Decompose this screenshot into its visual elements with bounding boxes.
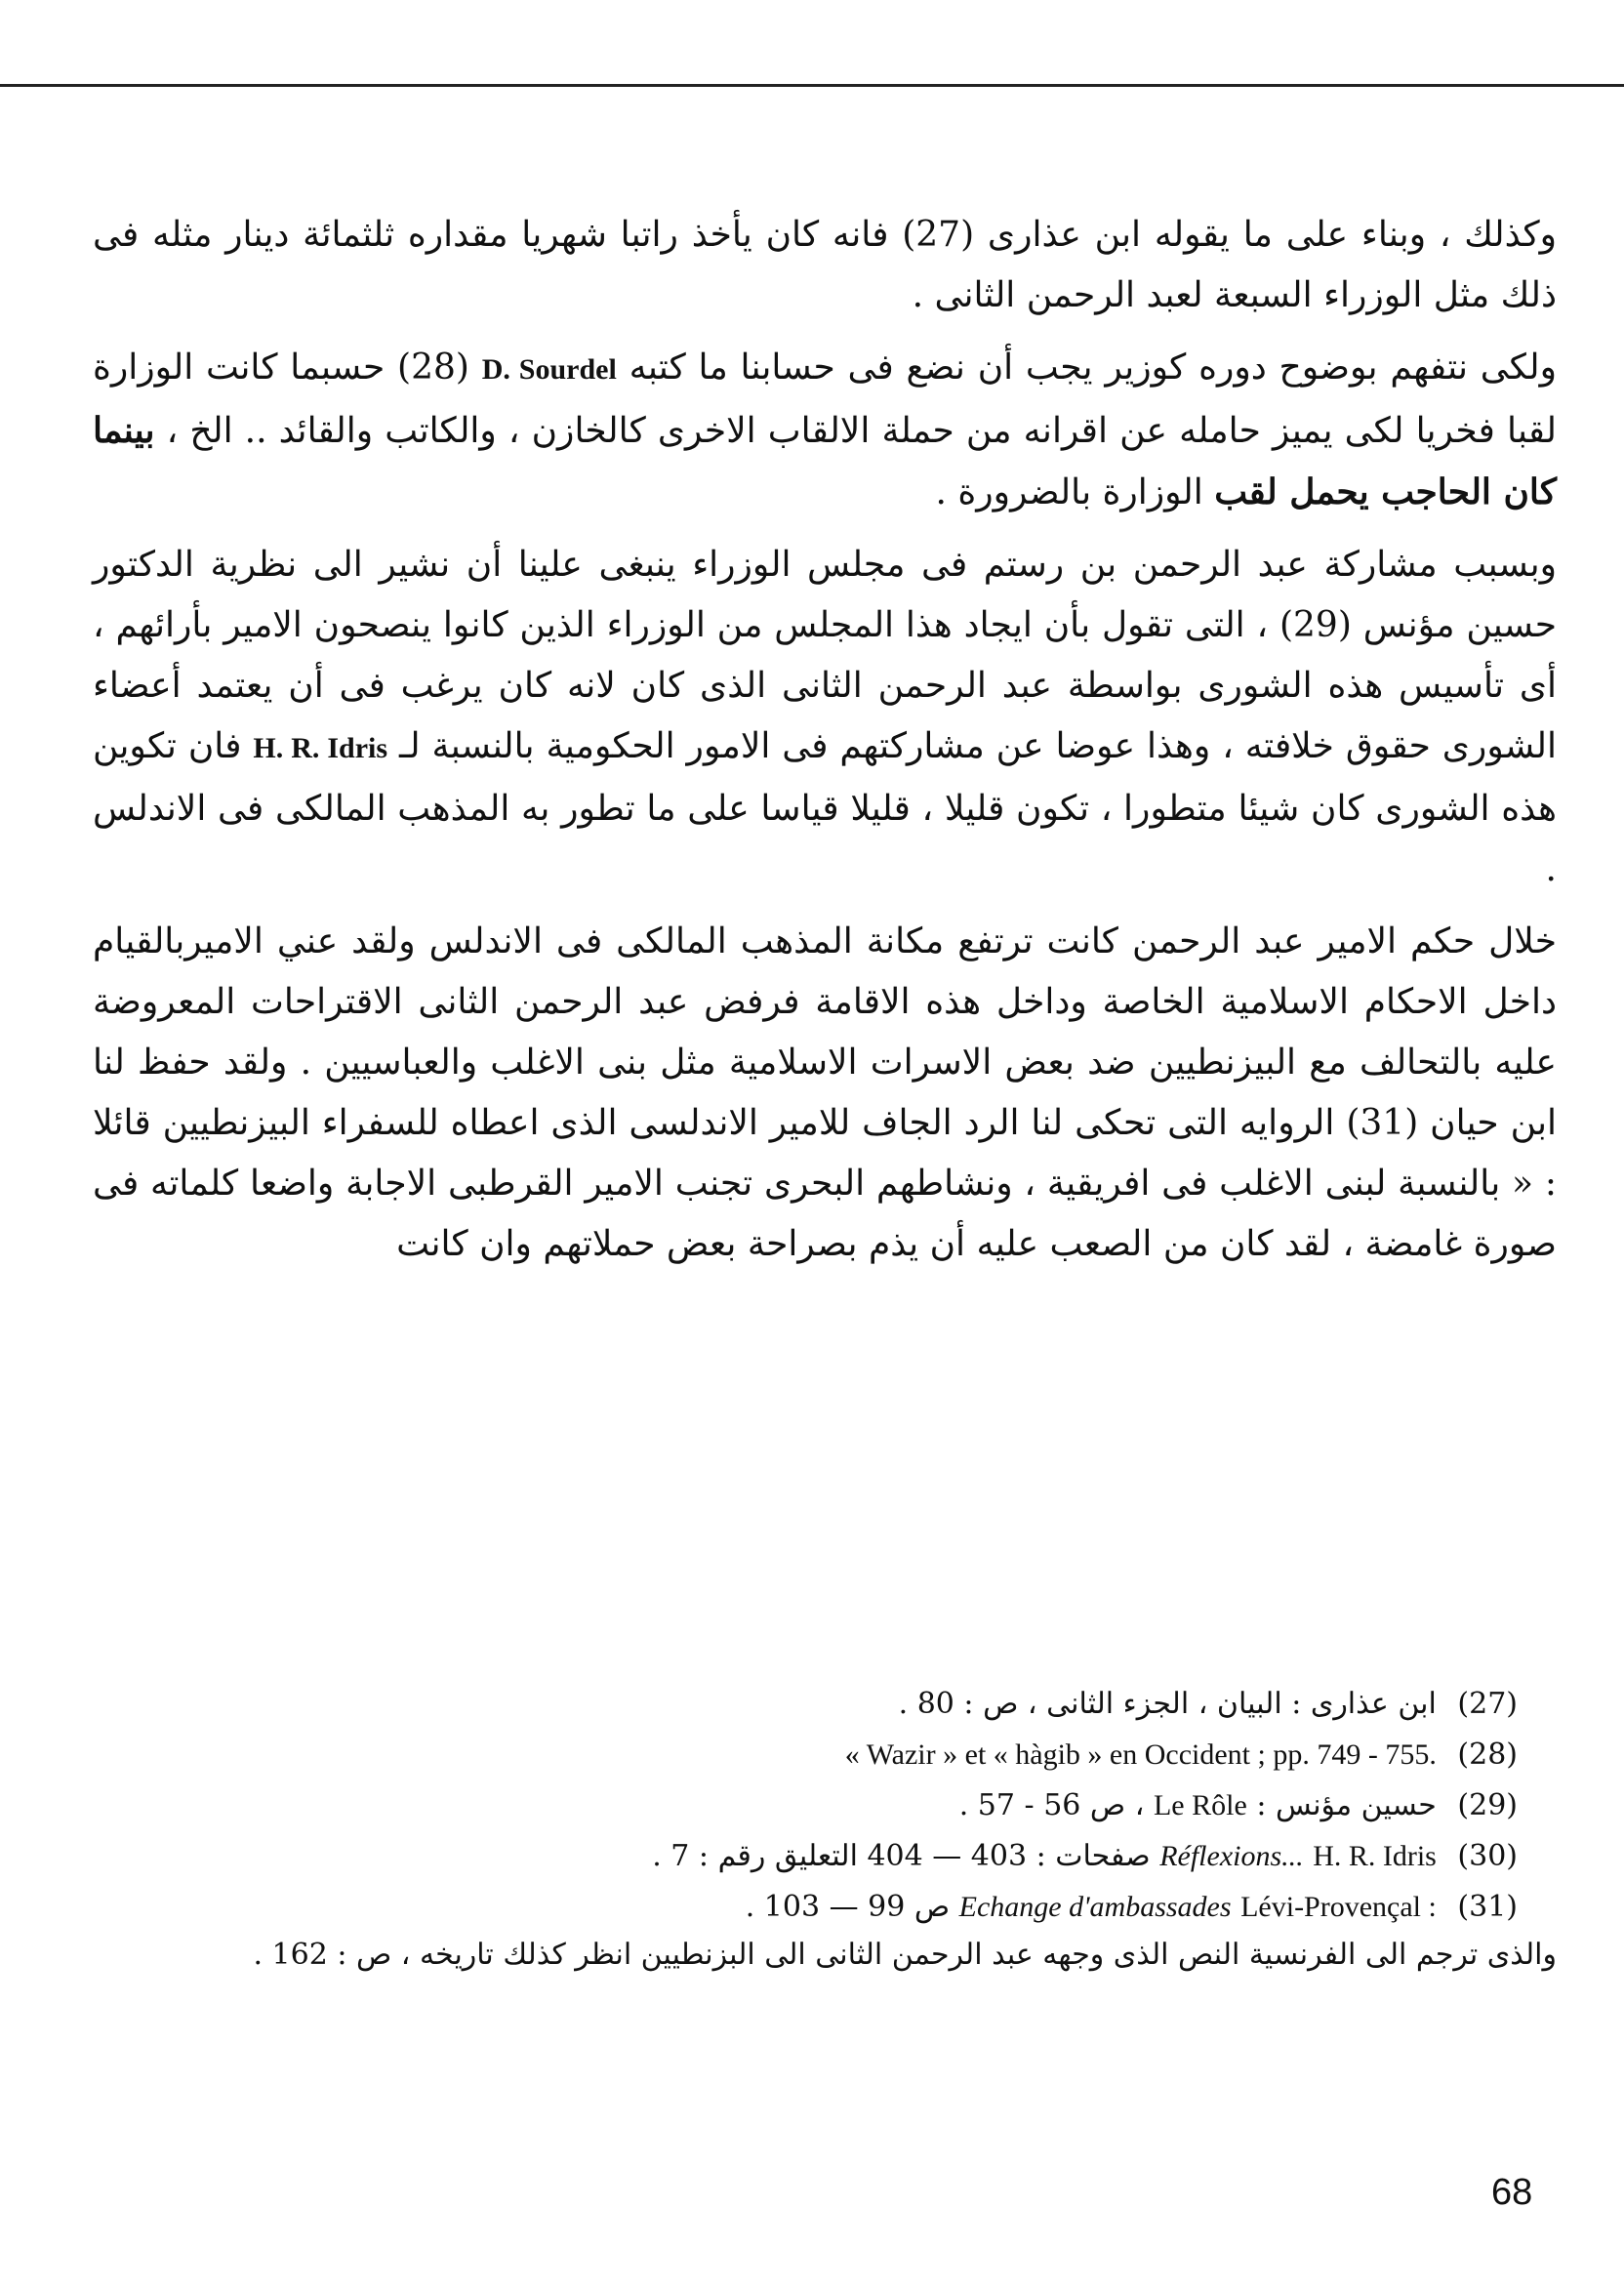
paragraph-1-text: وكذلك ، وبناء على ما يقوله ابن عذارى (27) فانه كان يأخذ راتبا شهريا مقداره ثلثمائة دينار مثله فى ذلك مثل الوزراء السبعة لعبد الرحمن الثانى .	[93, 215, 1557, 315]
header-rule	[0, 84, 1624, 87]
author-name-idris: H. R. Idris	[253, 732, 388, 764]
paragraph-2-text-after: (28) حسبما كانت الوزارة لقبا فخريا لكى يميز حامله عن اقرانه من حملة الالقاب الاخرى كالخازن ، والكاتب والقائد .. الخ ،	[93, 348, 1557, 451]
paragraph-1	[93, 205, 1557, 326]
paragraph-2-text-before: ولكى نتفهم بوضوح دوره كوزير يجب أن نضع فى حسابنا ما كتبه	[629, 348, 1558, 388]
footnote-number: (29)	[1457, 1788, 1518, 1822]
footnote-29	[93, 1780, 1557, 1831]
footnote-text: ابن عذارى : البيان ، الجزء الثانى ، ص : 80 .	[898, 1687, 1437, 1721]
footnote-number: (31)	[1457, 1890, 1518, 1924]
paragraph-4	[93, 912, 1557, 1275]
page-number: 68	[1491, 2172, 1533, 2213]
footnote-number: (30)	[1457, 1839, 1518, 1873]
footnote-number: (28)	[1457, 1738, 1518, 1772]
paragraph-2	[93, 338, 1557, 523]
footnote-latin-italic: Réflexions...	[1159, 1840, 1304, 1872]
footnote-text-after: ، ص 56 - 57 .	[958, 1788, 1145, 1822]
footnote-27	[93, 1679, 1557, 1730]
paragraph-2-text-end: الوزارة بالضرورة .	[935, 472, 1215, 512]
footnote-28	[93, 1730, 1557, 1780]
author-name-sourdel: D. Sourdel	[481, 353, 617, 386]
footnote-latin-italic: Echange d'ambassades	[958, 1891, 1232, 1923]
footnote-latin: H. R. Idris	[1313, 1840, 1437, 1872]
footnote-latin: « Wazir » et « hàgib » en Occident ; pp. 749 - 755.	[844, 1738, 1437, 1771]
paragraph-2-bold: بينما كان الحاجب يحمل لقب	[93, 410, 1557, 512]
main-text	[93, 205, 1557, 1287]
footnote-text: حسين مؤنس :	[1256, 1788, 1437, 1822]
footnote-number: (27)	[1457, 1687, 1518, 1721]
footnote-30	[93, 1831, 1557, 1882]
footnote-latin: Le Rôle	[1153, 1789, 1247, 1821]
paragraph-3	[93, 535, 1557, 900]
footnote-31	[93, 1882, 1557, 1933]
footnote-text: ص 99 — 103 .	[745, 1890, 951, 1924]
paragraph-3-text-after: فان تكوين هذه الشورى كان شيئا متطورا ، تكون قليلا ، قليلا قياسا على ما تطور به المذهب المالكى فى الاندلس .	[93, 726, 1557, 889]
footnote-text: صفحات : 403 — 404 التعليق رقم : 7 .	[652, 1839, 1151, 1873]
footnote-latin: Lévi-Provençal :	[1240, 1891, 1437, 1923]
paragraph-3-text-before: وبسبب مشاركة عبد الرحمن بن رستم فى مجلس الوزراء ينبغى علينا أن نشير الى نظرية الدكتور حسين مؤنس (29) ، التى تقول بأن ايجاد هذا المجلس من الوزراء الذين كانوا ينصحون الامير بأرائهم ، أى تأسيس هذه الشورى بواسطة عبد الرحمن الثانى الذى كان لانه كان يرغب فى أن يعتمد أعضاء الشورى حقوق خلافته ، وهذا عوضا عن مشاركتهم فى الامور الحكومية بالنسبة لـ	[93, 545, 1557, 766]
footnotes	[93, 1679, 1557, 1978]
footnote-continuation: والذى ترجم الى الفرنسية النص الذى وجهه عبد الرحمن الثانى الى البزنطيين انظر كذلك تاريخه ، ص : 162 .	[253, 1938, 1557, 1972]
paragraph-4-text: خلال حكم الامير عبد الرحمن كانت ترتفع مكانة المذهب المالكى فى الاندلس ولقد عني الاميربالقيام داخل الاحكام الاسلامية الخاصة وداخل هذه الاقامة فرفض عبد الرحمن الثانى الاقتراحات المعروضة عليه بالتحالف مع البيزنطيين ضد بعض الاسرات الاسلامية مثل بنى الاغلب والعباسيين . ولقد حفظ لنا ابن حيان (31) الروايه التى تحكى لنا الرد الجاف للامير الاندلسى الذى اعطاه للسفراء البيزنطيين قائلا : « بالنسبة لبنى الاغلب فى افريقية ، ونشاطهم البحرى تجنب الامير القرطبى الاجابة واضعا كلماته فى صورة غامضة ، لقد كان من الصعب عليه أن يذم بصراحة بعض حملاتهم وان كانت	[93, 921, 1557, 1264]
